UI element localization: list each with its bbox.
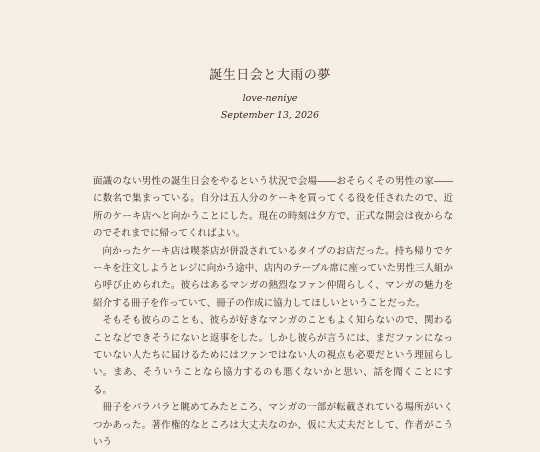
paragraph: 向かったケーキ店は喫茶店が併設されているタイプのお店だった。持ち帰りでケーキを注文しようとレジに向かう途中、店内のテーブル席に座っていた男性三人組から呼び止められた。彼らはあるマンガの熱烈なファン仲間らしく、マンガの魅力を紹介する冊子を作っていて、冊子の作成に協力してほしいということだった。 [93,245,453,309]
post-date: September 13, 2026 [220,110,320,121]
post-author[interactable]: love-neniye [242,93,298,104]
post-body [93,173,453,452]
paragraph: 面識のない男性の誕生日会をやるという状況で会場――おそらくその男性の家――に数名で集まっている。自分は五人分のケーキを買ってくる役を任されたので、近所のケーキ店へと向かうことにした。現在の時刻は夕方で、正式な開会は夜からなのでそれまでに帰ってくればよい。 [93,176,453,240]
paragraph: 冊子をパラパラと眺めてみたところ、マンガの一部が転載されている場所がいくつかあった。著作権的なところは大丈夫なのか、仮に大丈夫だとして、作者がこういう [93,402,453,449]
post-title: 誕生日会と大雨の夢 [209,68,331,83]
paragraph: そもそも彼らのことも、彼らが好きなマンガのこともよく知らないので、関わることなどできそうにないと返事をした。しかし彼らが言うには、まだファンになっていない人たちに届けるためにはファンではない人の視点も必要だという理屈らしい。まあ、そういうことなら協力するのも悪くないかと思い、話を聞くことにする。 [93,315,453,396]
